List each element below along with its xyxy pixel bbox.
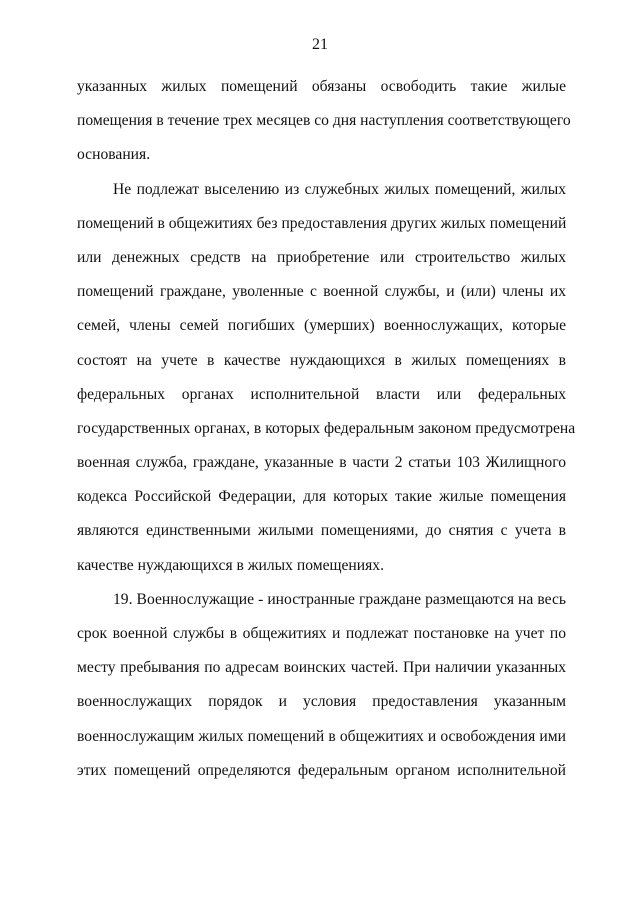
text-line: основания. bbox=[77, 146, 151, 164]
paragraph-start-line: Не подлежат выселению из служебных жилых помещений, жилых bbox=[113, 180, 566, 198]
text-line: этих помещений определяются федеральным органом исполнительной bbox=[77, 761, 566, 779]
body-text bbox=[77, 70, 576, 788]
text-line: помещений в общежитиях без предоставления других жилых помещений bbox=[77, 214, 567, 232]
text-line: помещения в течение трех месяцев со дня наступления соответствующего bbox=[77, 112, 571, 130]
text-line: военная служба, граждане, указанные в части 2 статьи 103 Жилищного bbox=[77, 454, 566, 472]
text-line: помещений граждане, уволенные с военной службы, и (или) члены их bbox=[77, 283, 566, 301]
text-line: указанных жилых помещений обязаны освободить такие жилые bbox=[77, 78, 566, 95]
text-line: месту пребывания по адресам воинских частей. При наличии указанных bbox=[77, 659, 566, 677]
text-line: состоят на учете в качестве нуждающихся в жилых помещениях в bbox=[77, 351, 566, 369]
text-line: федеральных органах исполнительной власти или федеральных bbox=[77, 385, 566, 403]
paragraph-start-line: 19. Военнослужащие - иностранные граждане размещаются на весь bbox=[113, 590, 566, 608]
text-line: военнослужащих порядок и условия предоставления указанным bbox=[77, 693, 566, 711]
text-line: государственных органах, в которых федеральным законом предусмотрена bbox=[77, 419, 576, 437]
text-line: военнослужащим жилых помещений в общежитиях и освобождения ими bbox=[77, 727, 566, 745]
text-line: кодекса Российской Федерации, для которых такие жилые помещения bbox=[77, 488, 566, 506]
text-line: семей, члены семей погибших (умерших) военнослужащих, которые bbox=[77, 317, 566, 335]
text-line: срок военной службы в общежитиях и подлежат постановке на учет по bbox=[77, 625, 566, 642]
text-line: качестве нуждающихся в жилых помещениях. bbox=[77, 556, 384, 574]
text-line: или денежных средств на приобретение или строительство жилых bbox=[77, 248, 566, 266]
text-line: являются единственными жилыми помещениями, до снятия с учета в bbox=[77, 522, 566, 540]
page-number: 21 bbox=[312, 36, 328, 53]
